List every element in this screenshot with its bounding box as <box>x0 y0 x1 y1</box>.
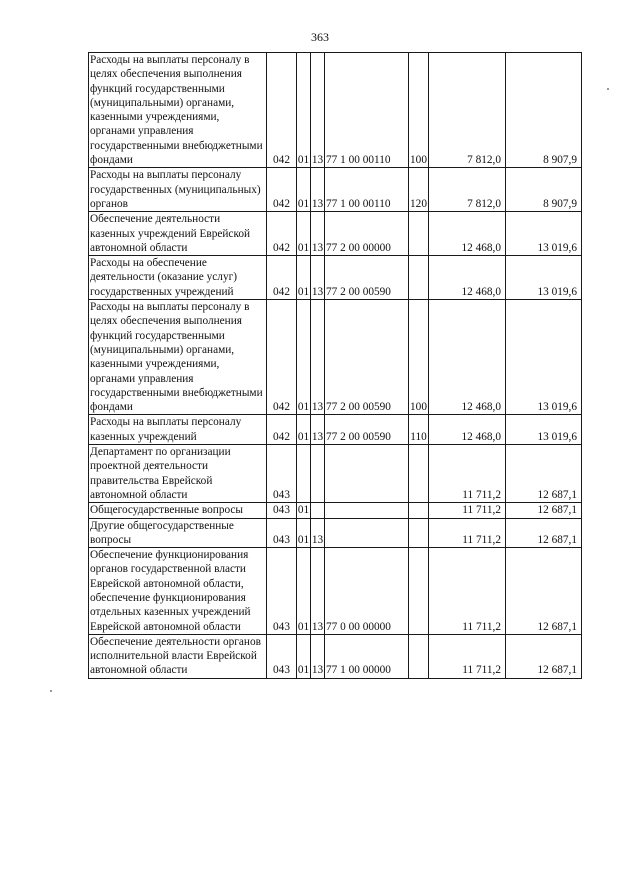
subsection-code: 13 <box>311 168 325 212</box>
subsection-code: 13 <box>311 53 325 168</box>
row-description: Расходы на обеспечение деятельности (оказание услуг) государственных учреждений <box>89 256 267 300</box>
table-row <box>89 53 582 168</box>
amount-year-1: 7 812,0 <box>429 53 506 168</box>
amount-year-2: 12 687,1 <box>506 503 582 518</box>
row-description: Расходы на выплаты персоналу государственных (муниципальных) органов <box>89 168 267 212</box>
expense-type-code <box>409 503 429 518</box>
section-code: 01 <box>297 212 311 256</box>
subsection-code <box>311 445 325 503</box>
row-description: Другие общегосударственные вопросы <box>89 518 267 548</box>
target-article-code: 77 2 00 00000 <box>325 212 409 256</box>
subsection-code: 13 <box>311 634 325 678</box>
expense-type-code <box>409 445 429 503</box>
target-article-code <box>325 445 409 503</box>
row-description: Обеспечение деятельности органов исполнительной власти Еврейской автономной области <box>89 634 267 678</box>
expense-type-code: 100 <box>409 300 429 415</box>
ministry-code: 043 <box>267 518 297 548</box>
target-article-code: 77 2 00 00590 <box>325 415 409 445</box>
section-code: 01 <box>297 634 311 678</box>
target-article-code: 77 0 00 00000 <box>325 548 409 635</box>
target-article-code: 77 1 00 00000 <box>325 634 409 678</box>
target-article-code: 77 2 00 00590 <box>325 256 409 300</box>
expense-type-code: 120 <box>409 168 429 212</box>
table-row <box>89 503 582 518</box>
amount-year-1: 11 711,2 <box>429 634 506 678</box>
ministry-code: 043 <box>267 634 297 678</box>
amount-year-2: 12 687,1 <box>506 518 582 548</box>
table-row <box>89 212 582 256</box>
subsection-code: 13 <box>311 212 325 256</box>
ministry-code: 043 <box>267 503 297 518</box>
amount-year-1: 12 468,0 <box>429 300 506 415</box>
subsection-code: 13 <box>311 256 325 300</box>
section-code: 01 <box>297 300 311 415</box>
amount-year-2: 12 687,1 <box>506 445 582 503</box>
section-code: 01 <box>297 415 311 445</box>
section-code: 01 <box>297 256 311 300</box>
amount-year-2: 13 019,6 <box>506 300 582 415</box>
section-code <box>297 445 311 503</box>
subsection-code: 13 <box>311 518 325 548</box>
table-row <box>89 168 582 212</box>
amount-year-2: 8 907,9 <box>506 53 582 168</box>
ministry-code: 042 <box>267 300 297 415</box>
table-body <box>89 53 582 679</box>
target-article-code <box>325 503 409 518</box>
row-description: Обеспечение функционирования органов государственной власти Еврейской автономной области, обеспечение функционирования отдельных казенных учреждений Еврейской автономной области <box>89 548 267 635</box>
section-code: 01 <box>297 168 311 212</box>
section-code: 01 <box>297 504 310 517</box>
section-code: 01 <box>297 53 311 168</box>
table-row <box>89 300 582 415</box>
amount-year-1: 12 468,0 <box>429 212 506 256</box>
table-row <box>89 518 582 548</box>
row-description: Общегосударственные вопросы <box>89 503 267 518</box>
target-article-code: 77 2 00 00590 <box>325 300 409 415</box>
expense-type-code <box>409 518 429 548</box>
amount-year-2: 12 687,1 <box>506 634 582 678</box>
subsection-code: 13 <box>311 415 325 445</box>
amount-year-2: 13 019,6 <box>506 415 582 445</box>
subsection-code: 13 <box>311 548 325 635</box>
amount-year-1: 12 468,0 <box>429 415 506 445</box>
table-row <box>89 548 582 635</box>
expense-type-code <box>409 548 429 635</box>
expense-type-code <box>409 634 429 678</box>
expense-type-code: 110 <box>409 415 429 445</box>
table-row <box>89 256 582 300</box>
subsection-code <box>311 503 325 518</box>
row-description: Обеспечение деятельности казенных учреждений Еврейской автономной области <box>89 212 267 256</box>
amount-year-1: 11 711,2 <box>429 518 506 548</box>
target-article-code: 77 1 00 00110 <box>325 168 409 212</box>
amount-year-1: 11 711,2 <box>429 548 506 635</box>
subsection-code: 13 <box>311 300 325 415</box>
amount-year-1: 11 711,2 <box>429 503 506 518</box>
expense-type-code <box>409 212 429 256</box>
ministry-code: 042 <box>267 415 297 445</box>
amount-year-1: 7 812,0 <box>429 168 506 212</box>
row-description: Расходы на выплаты персоналу в целях обеспечения выполнения функций государственными (муниципальными) органами, казенными учреждениями, органами управления государственными внебюджетными фондами <box>89 53 267 168</box>
ministry-code: 043 <box>267 445 297 503</box>
expense-type-code <box>409 256 429 300</box>
row-description: Расходы на выплаты персоналу казенных учреждений <box>89 415 267 445</box>
ministry-code: 042 <box>267 256 297 300</box>
amount-year-2: 13 019,6 <box>506 212 582 256</box>
row-description: Расходы на выплаты персоналу в целях обеспечения выполнения функций государственными (муниципальными) органами, казенными учреждениями, органами управления государственными внебюджетными фондами <box>89 300 267 415</box>
ministry-code: 043 <box>267 548 297 635</box>
amount-year-2: 13 019,6 <box>506 256 582 300</box>
amount-year-2: 12 687,1 <box>506 548 582 635</box>
amount-year-2: 8 907,9 <box>506 168 582 212</box>
row-description: Департамент по организации проектной деятельности правительства Еврейской автономной области <box>89 445 267 503</box>
target-article-code: 77 1 00 00110 <box>325 53 409 168</box>
table-row <box>89 445 582 503</box>
ministry-code: 042 <box>267 212 297 256</box>
table-row <box>89 634 582 678</box>
scan-speck <box>50 690 52 692</box>
amount-year-1: 11 711,2 <box>429 445 506 503</box>
scan-speck <box>607 88 609 90</box>
section-code: 01 <box>297 518 311 548</box>
table-row <box>89 415 582 445</box>
ministry-code: 042 <box>267 168 297 212</box>
expense-type-code: 100 <box>409 53 429 168</box>
section-code: 01 <box>297 548 311 635</box>
target-article-code <box>325 518 409 548</box>
ministry-code: 042 <box>267 53 297 168</box>
page-number: 363 <box>311 30 329 44</box>
amount-year-1: 12 468,0 <box>429 256 506 300</box>
budget-table <box>88 52 582 679</box>
